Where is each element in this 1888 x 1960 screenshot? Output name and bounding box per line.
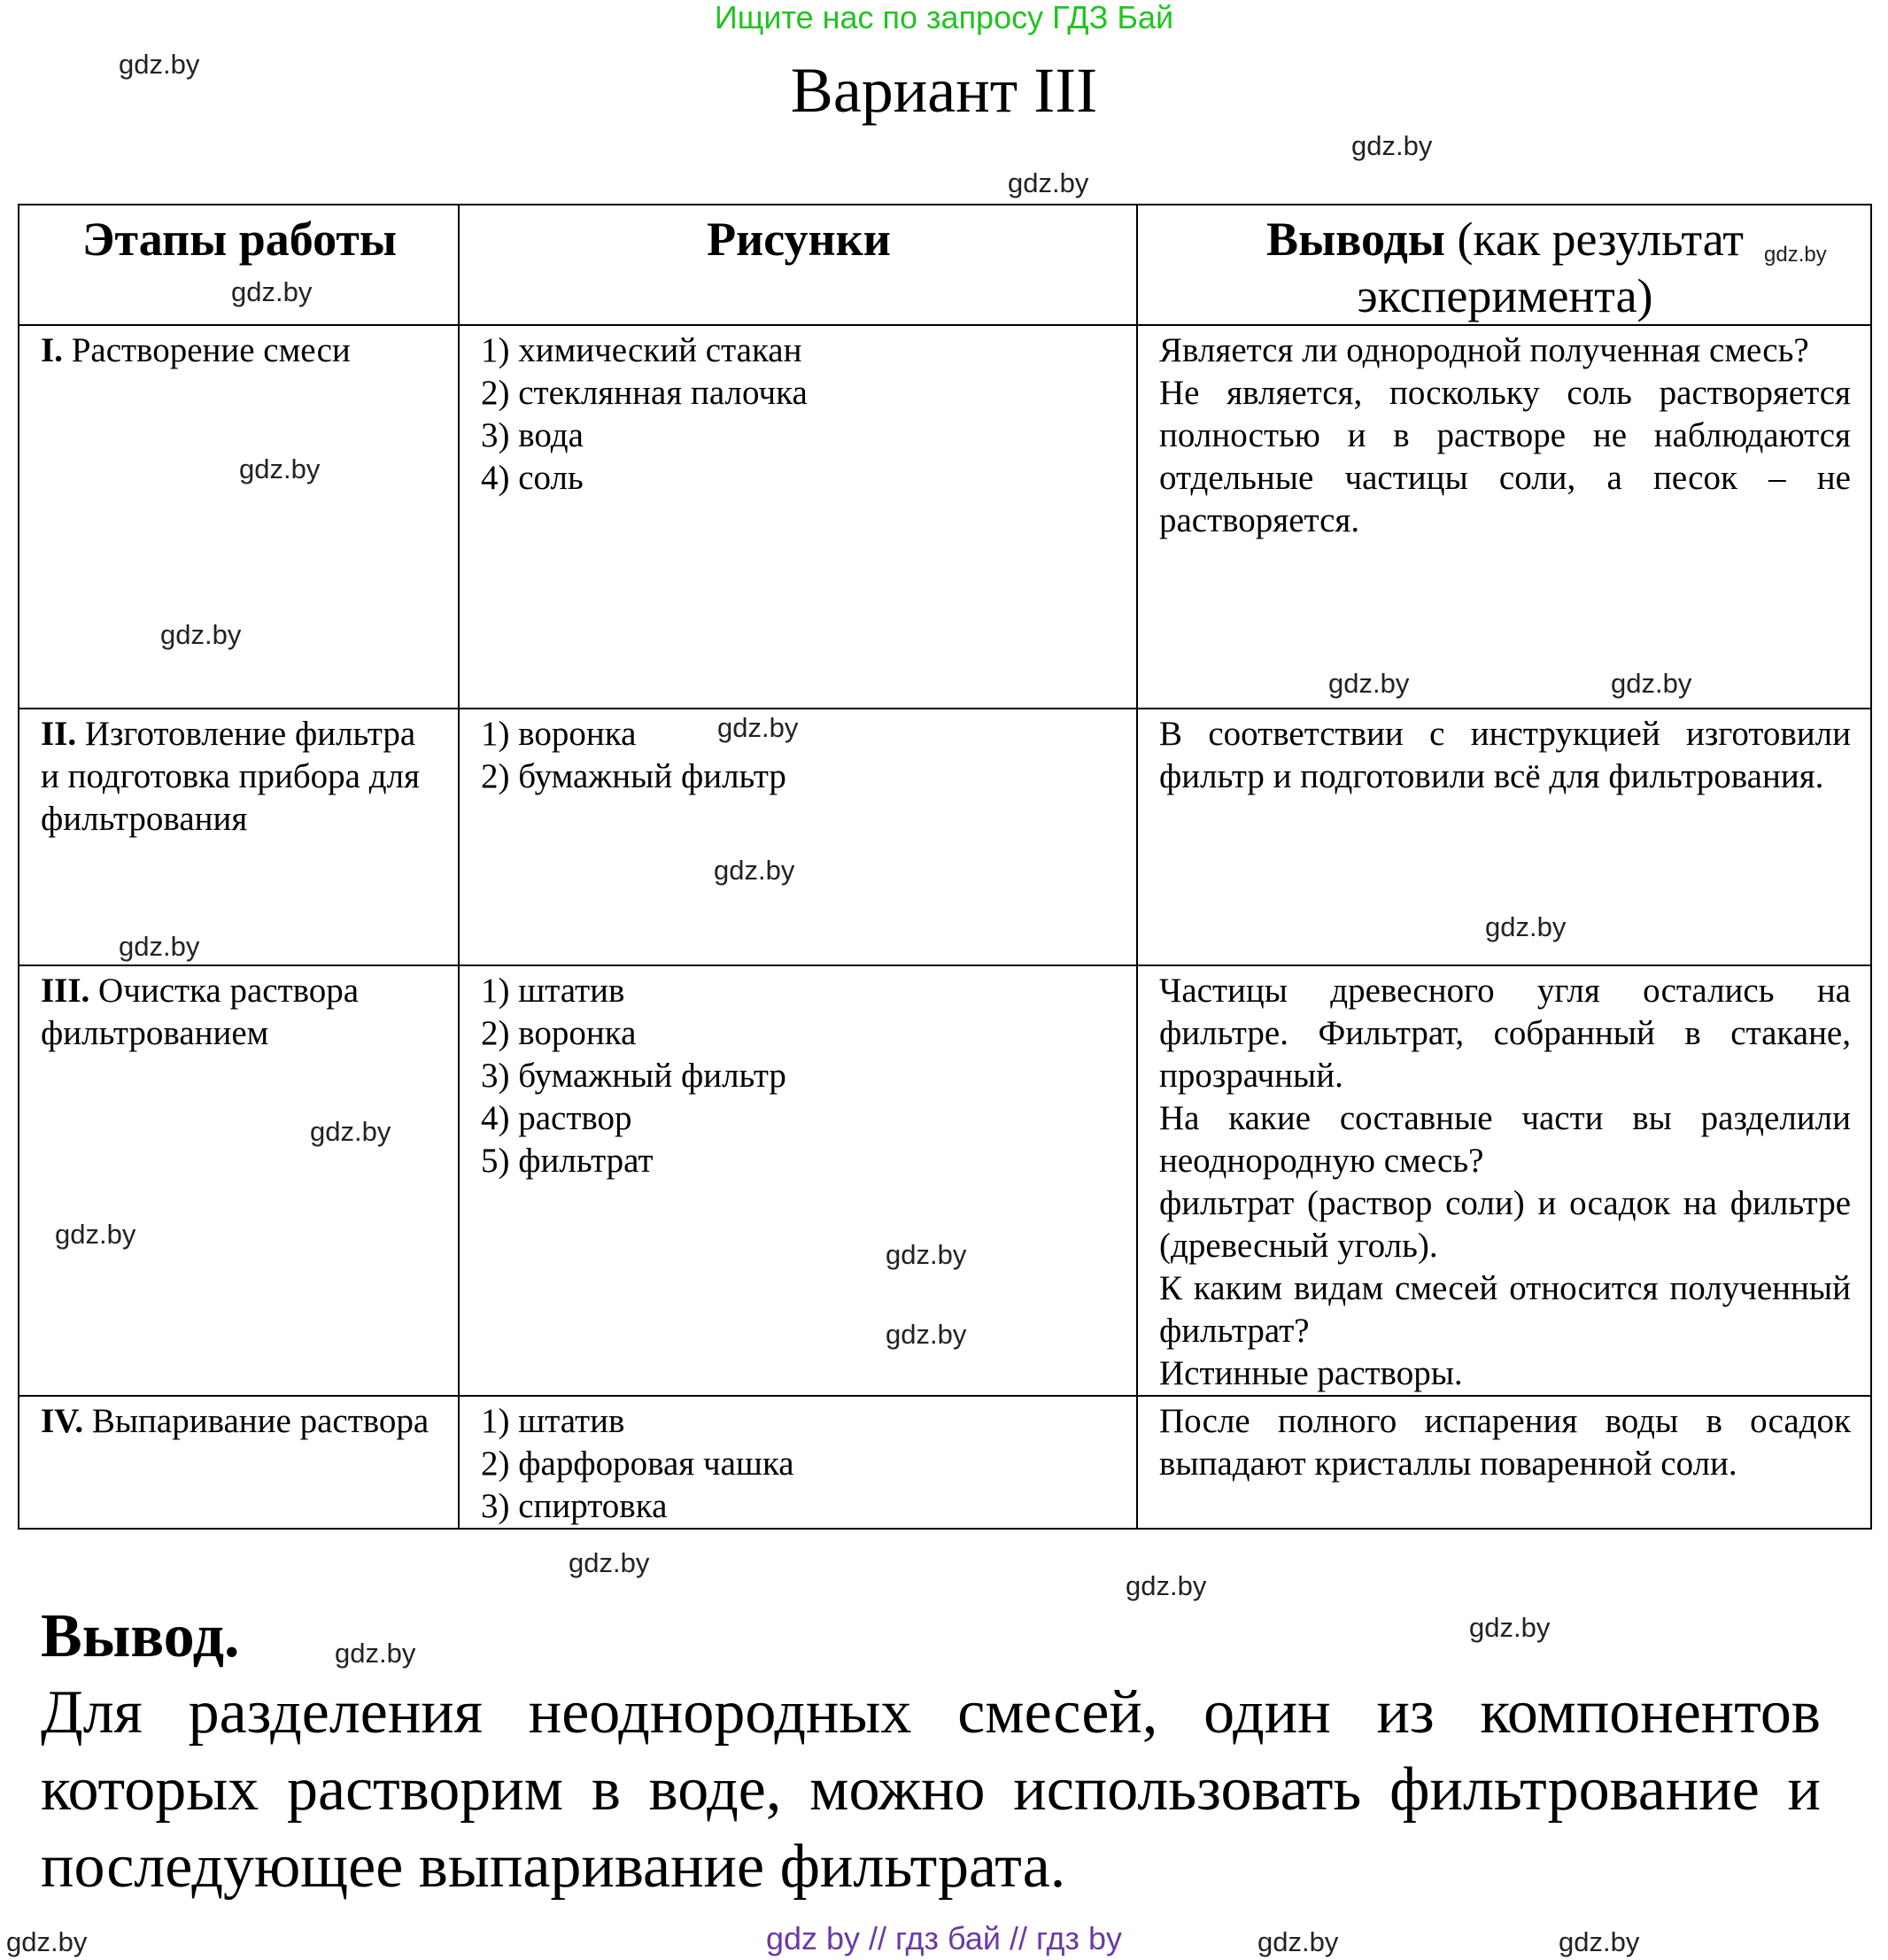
stage-cell — [19, 965, 459, 1396]
conclusion-line: Истинные растворы. — [1159, 1354, 1463, 1392]
watermark: gdz.by — [1485, 911, 1567, 942]
watermark: gdz.by — [1008, 167, 1089, 198]
conclusion-line: Не является, поскольку соль растворяется полностью и в растворе не наблюдаются отдельные частицы соли, а песок – не растворяется. — [1159, 374, 1851, 539]
stage-name: Выпаривание раствора — [83, 1402, 429, 1440]
pictures-cell — [459, 709, 1137, 965]
watermark: gdz.by — [1257, 1926, 1339, 1957]
list-item: 4) раствор — [481, 1099, 632, 1137]
watermark: gdz.by — [310, 1116, 391, 1147]
conclusion-line: На какие составные части вы разделили неоднородную смесь? — [1159, 1099, 1851, 1180]
watermark: gdz.by — [160, 619, 242, 650]
list-item: 2) фарфоровая чашка — [481, 1445, 794, 1483]
header-stages: Этапы работы — [19, 205, 459, 325]
watermark: gdz.by — [239, 453, 321, 484]
conclusion-heading: Вывод. — [41, 1602, 240, 1670]
list-item: 2) стеклянная палочка — [481, 374, 808, 412]
conclusion-line: После полного испарения воды в осадок выпадают кристаллы поваренной соли. — [1159, 1402, 1851, 1483]
stage-name: Изготовление фильтра и подготовка прибора для фильтрования — [41, 715, 420, 838]
conclusion-text: Для разделения неоднородных смесей, один из компонентов которых растворим в воде, можно использовать фильтрование и последующее выпаривание фильтрата. — [41, 1678, 1821, 1901]
conclusion-cell — [1137, 965, 1871, 1396]
conclusion-cell — [1137, 325, 1871, 709]
table-row — [19, 709, 1871, 965]
list-item: 1) химический стакан — [481, 331, 802, 369]
conclusion-line: Частицы древесного угля остались на фильтре. Фильтрат, собранный в стакане, прозрачный. — [1159, 972, 1851, 1095]
table-row — [19, 1396, 1871, 1529]
list-item: 5) фильтрат — [481, 1142, 654, 1180]
list-item: 4) соль — [481, 459, 584, 497]
stage-cell — [19, 1396, 459, 1529]
bottom-banner: gdz by // гдз бай // гдз by — [765, 1920, 1123, 1956]
conclusion-cell — [1137, 1396, 1871, 1529]
watermark: gdz.by — [1764, 243, 1827, 267]
conclusion-line: Является ли однородной полученная смесь? — [1159, 331, 1809, 369]
stage-name: Растворение смеси — [62, 331, 351, 369]
list-item: 2) воронка — [481, 1014, 637, 1052]
watermark: gdz.by — [886, 1239, 967, 1270]
stage-number: III. — [41, 972, 90, 1010]
list-item: 3) вода — [481, 416, 584, 454]
watermark: gdz.by — [714, 855, 795, 886]
watermark: gdz.by — [886, 1319, 967, 1350]
watermark: gdz.by — [6, 1926, 88, 1957]
stage-number: IV. — [41, 1402, 84, 1440]
watermark: gdz.by — [717, 712, 799, 743]
conclusion-line: В соответствии с инструкцией изготовили фильтр и подготовили всё для фильтрования. — [1159, 715, 1851, 795]
list-item: 2) бумажный фильтр — [481, 757, 786, 795]
table-row — [19, 325, 1871, 709]
watermark: gdz.by — [1126, 1570, 1207, 1601]
list-item: 3) бумажный фильтр — [481, 1057, 786, 1095]
list-item: 1) воронка — [481, 715, 637, 753]
list-item: 1) штатив — [481, 1402, 625, 1440]
stage-cell — [19, 325, 459, 709]
pictures-cell — [459, 1396, 1137, 1529]
header-conclusions-rest: (как результат эксперимента) — [1357, 213, 1744, 322]
watermark: gdz.by — [569, 1547, 650, 1578]
stage-name: Очистка раствора фильтрованием — [41, 972, 360, 1052]
list-item: 3) спиртовка — [481, 1487, 668, 1525]
conclusion-line: К каким видам смесей относится полученный фильтрат? — [1159, 1269, 1851, 1350]
pictures-cell — [459, 965, 1137, 1396]
watermark: gdz.by — [1328, 668, 1410, 699]
watermark: gdz.by — [1611, 668, 1692, 699]
header-conclusions — [1137, 205, 1871, 325]
stage-cell — [19, 709, 459, 965]
watermark: gdz.by — [119, 49, 200, 80]
conclusion-line: фильтрат (раствор соли) и осадок на фильтре (древесный уголь). — [1159, 1184, 1851, 1265]
stage-number: II. — [41, 715, 77, 753]
watermark: gdz.by — [119, 931, 200, 962]
header-conclusions-bold: Выводы — [1266, 213, 1445, 266]
list-item: 1) штатив — [481, 972, 625, 1010]
pictures-cell — [459, 325, 1137, 709]
watermark: gdz.by — [1351, 130, 1433, 161]
watermark: gdz.by — [231, 276, 313, 307]
stage-number: I. — [41, 331, 63, 369]
header-pictures: Рисунки — [459, 205, 1137, 325]
watermark: gdz.by — [335, 1638, 416, 1669]
search-banner: Ищите нас по запросу ГДЗ Бай — [714, 0, 1174, 35]
watermark: gdz.by — [1559, 1926, 1640, 1957]
watermark: gdz.by — [1469, 1612, 1551, 1643]
watermark: gdz.by — [55, 1219, 136, 1250]
page-title: Вариант III — [790, 55, 1098, 126]
